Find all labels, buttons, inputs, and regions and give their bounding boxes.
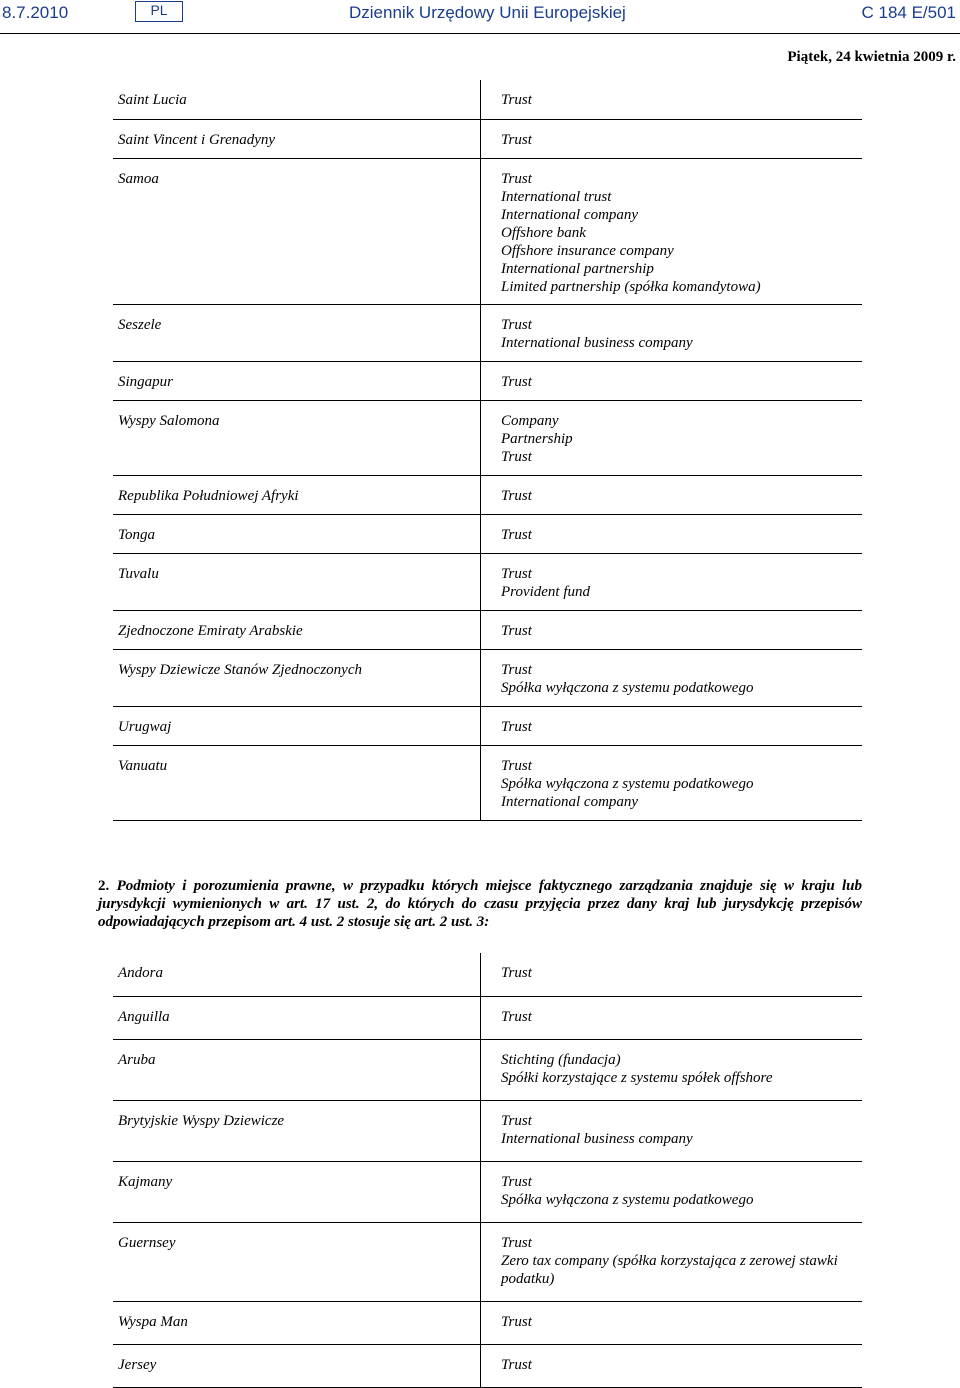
section-number: 2. [98,878,110,894]
table-row [113,953,862,996]
table-row [113,400,862,475]
table-row [113,1161,862,1222]
legal-form: Trust [501,1112,532,1129]
country-name: Andora [118,965,163,981]
journal-title: Dziennik Urzędowy Unii Europejskiej [349,3,626,22]
legal-form: Spółka wyłączona z systemu podatkowego [501,679,754,696]
country-name: Samoa [118,170,159,187]
country-cell [113,745,481,820]
country-name: Seszele [118,316,162,333]
table-row [113,158,862,304]
legal-forms-cell [481,304,863,361]
country-name: Singapur [118,373,174,390]
country-name: Wyspy Dziewicze Stanów Zjednoczonych [118,661,362,678]
legal-form: Trust [501,131,532,148]
legal-form: International company [501,206,639,223]
legal-form: Offshore insurance company [501,242,674,259]
legal-forms-cell [481,996,863,1039]
legal-forms-cell [481,80,863,119]
table-row [113,745,862,820]
legal-form: Trust [501,1173,532,1190]
country-cell [113,1344,481,1387]
legal-form: Trust [501,373,532,390]
legal-forms-cell [481,610,863,649]
legal-form: Trust [501,965,532,981]
table-row [113,80,862,119]
legal-form: Trust [501,622,532,639]
table-row [113,514,862,553]
table-row [113,475,862,514]
legal-forms-cell [481,514,863,553]
country-name: Zjednoczone Emiraty Arabskie [118,622,303,639]
country-cell [113,80,481,119]
table-row [113,119,862,158]
legal-forms-cell [481,158,863,304]
country-name: Anguilla [118,1008,170,1025]
legal-form: Trust [501,487,532,504]
table-row [113,610,862,649]
legal-form: Trust [501,316,532,333]
legal-forms-cell [481,1039,863,1100]
country-cell [113,475,481,514]
legal-forms-cell [481,953,863,996]
table-row [113,1100,862,1161]
legal-form: Trust [501,526,532,543]
legal-form: Trust [501,1008,532,1025]
country-name: Jersey [118,1356,157,1373]
legal-form: International business company [501,334,693,351]
legal-form: Partnership [501,430,573,447]
section-text: Podmioty i porozumienia prawne, w przypadku których miejsce faktycznego zarządzania znajduje się w kraju lub jurysdykcji wymienionych w art. 17 ust. 2, do których do czasu przyjęcia przez dany kraj lub jurysdykcję przepisów odpowiadających przepisom art. 4 ust. 2 stosuje się art. 2 ust. 3: [98,878,862,930]
country-name: Tonga [118,526,155,543]
country-cell [113,1222,481,1301]
legal-forms-cell [481,1161,863,1222]
legal-form: Limited partnership (spółka komandytowa) [501,278,761,295]
country-cell [113,158,481,304]
legal-form: Trust [501,565,532,582]
country-name: Wyspy Salomona [118,412,220,429]
country-cell [113,649,481,706]
entities-table-1 [113,80,862,821]
country-cell [113,706,481,745]
table-row [113,1039,862,1100]
session-date: Piątek, 24 kwietnia 2009 r. [787,49,956,65]
legal-forms-cell [481,475,863,514]
section-2-paragraph [98,877,862,931]
legal-form: Trust [501,1234,532,1251]
table-row [113,706,862,745]
country-cell [113,514,481,553]
country-cell [113,400,481,475]
legal-forms-cell [481,745,863,820]
legal-form: Offshore bank [501,224,586,241]
legal-form: Trust [501,1313,532,1330]
legal-forms-cell [481,1301,863,1344]
country-name: Brytyjskie Wyspy Dziewicze [118,1112,285,1129]
legal-form: International company [501,793,639,810]
legal-form: Trust [501,718,532,735]
table-row [113,1222,862,1301]
table-row [113,996,862,1039]
legal-forms-cell [481,400,863,475]
table-row [113,1301,862,1344]
legal-form: Trust [501,170,532,187]
legal-form: Spółki korzystające z systemu spółek offshore [501,1069,773,1086]
legal-form: Trust [501,1356,532,1373]
legal-form: Trust [501,92,532,108]
table-row [113,304,862,361]
legal-form: Trust [501,448,532,465]
country-cell [113,1039,481,1100]
legal-forms-cell [481,1222,863,1301]
table-row [113,553,862,610]
page-header [0,0,960,34]
legal-form: International partnership [501,260,654,277]
legal-forms-cell [481,553,863,610]
legal-forms-cell [481,119,863,158]
country-name: Urugwaj [118,718,172,735]
legal-forms-cell [481,361,863,400]
legal-form: International business company [501,1130,693,1147]
legal-form: Spółka wyłączona z systemu podatkowego [501,1191,754,1208]
country-cell [113,1301,481,1344]
country-cell [113,610,481,649]
country-name: Republika Południowej Afryki [118,487,299,504]
language-badge: PL [135,1,183,22]
country-cell [113,1100,481,1161]
legal-form: International trust [501,188,612,205]
country-name: Saint Vincent i Grenadyny [118,131,276,148]
country-name: Vanuatu [118,757,168,774]
legal-form: podatku) [501,1270,555,1287]
legal-forms-cell [481,649,863,706]
legal-form: Trust [501,757,532,774]
legal-form: Spółka wyłączona z systemu podatkowego [501,775,754,792]
country-name: Aruba [118,1051,156,1068]
legal-form: Company [501,412,559,429]
legal-forms-cell [481,1100,863,1161]
country-name: Kajmany [118,1173,173,1190]
publication-date: 8.7.2010 [2,3,69,22]
table-row [113,649,862,706]
country-cell [113,553,481,610]
country-name: Wyspa Man [118,1313,188,1330]
country-name: Tuvalu [118,565,159,582]
legal-form: Trust [501,661,532,678]
journal-reference: C 184 E/501 [861,3,956,22]
entities-table-2 [113,953,862,1388]
legal-forms-cell [481,706,863,745]
country-cell [113,953,481,996]
country-name: Saint Lucia [118,92,187,108]
country-name: Guernsey [118,1234,176,1251]
legal-forms-cell [481,1344,863,1387]
country-cell [113,304,481,361]
country-cell [113,1161,481,1222]
table-row [113,361,862,400]
country-cell [113,119,481,158]
country-cell [113,996,481,1039]
legal-form: Provident fund [501,583,591,600]
country-cell [113,361,481,400]
legal-form: Stichting (fundacja) [501,1051,621,1068]
legal-form: Zero tax company (spółka korzystająca z zerowej stawki [501,1252,838,1269]
table-row [113,1344,862,1387]
